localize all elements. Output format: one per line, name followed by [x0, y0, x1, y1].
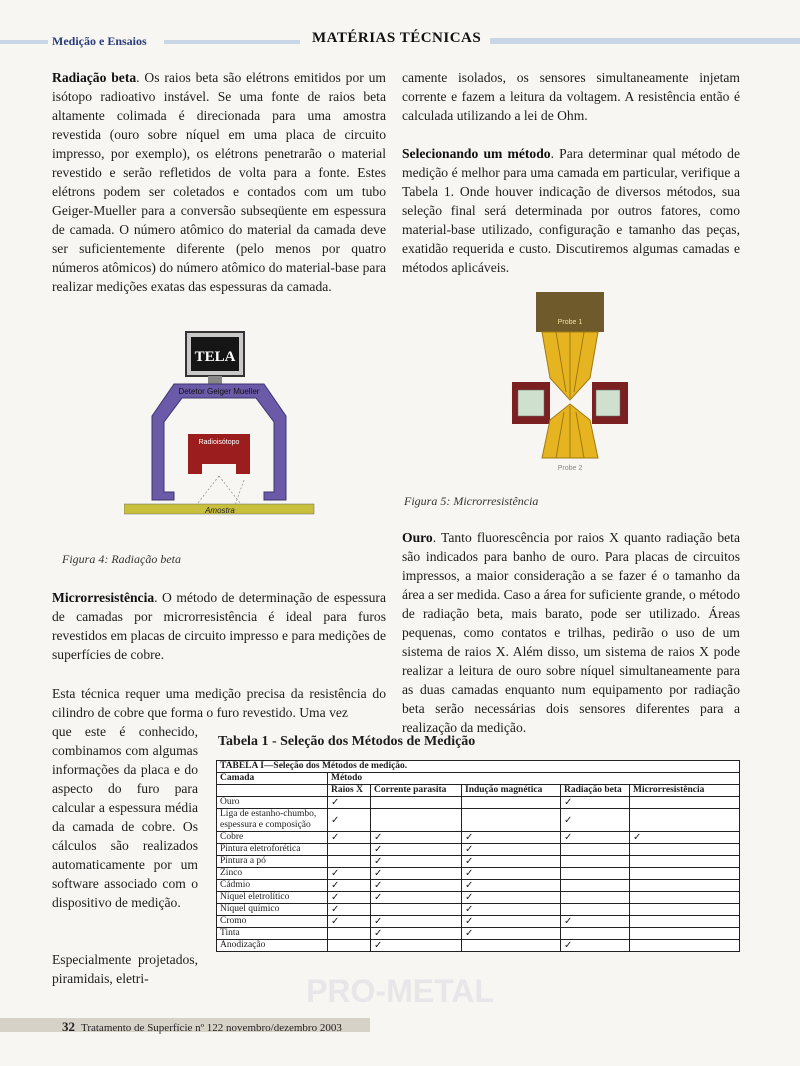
- paragraph-sensors-start: Especialmente projetados, piramidais, eletri-: [52, 952, 198, 986]
- method-cell: [328, 880, 371, 892]
- table-row: [217, 904, 740, 916]
- layer-name: Zinco: [217, 868, 328, 880]
- method-cell: [328, 928, 371, 940]
- figure-5-caption: Figura 5: Microrresistência: [404, 494, 539, 508]
- header-xray: Raios X: [328, 785, 371, 797]
- table-row: [217, 832, 740, 844]
- watermark-text: PRO-METAL: [306, 973, 494, 1009]
- method-cell: [328, 892, 371, 904]
- header-method: Método: [328, 773, 740, 785]
- lead-microresistance: Microrresistência: [52, 590, 155, 605]
- section-label: Medição e Ensaios: [52, 34, 147, 48]
- checkmark-icon: ✓: [465, 928, 474, 939]
- method-cell: [371, 892, 462, 904]
- method-cell: [561, 844, 630, 856]
- lead-beta: Radiação beta: [52, 70, 137, 85]
- checkmark-icon: ✓: [374, 832, 383, 843]
- header-bar-mid: [164, 40, 300, 44]
- paragraph-beta: [52, 68, 386, 296]
- layer-name: Anodização: [217, 940, 328, 952]
- checkmark-icon: ✓: [331, 904, 340, 915]
- layer-name: Pintura eletroforética: [217, 844, 328, 856]
- sample-label: Amostra: [205, 506, 235, 515]
- checkmark-icon: ✓: [564, 940, 573, 951]
- method-cell: [630, 928, 740, 940]
- text-microresistance: . O método de determinação de espessura de camadas por microrresistência é ideal para furos revestidos em placas de circuito impresso e para medições de superfícies de cobre.: [52, 590, 386, 662]
- method-cell: [328, 868, 371, 880]
- checkmark-icon: ✓: [374, 916, 383, 927]
- detector-label: Detetor Geiger Mueller: [178, 387, 260, 396]
- checkmark-icon: ✓: [465, 844, 474, 855]
- method-cell: [462, 856, 561, 868]
- checkmark-icon: ✓: [564, 832, 573, 843]
- probe-2-label: Probe 2: [557, 465, 583, 472]
- table-header-row: [217, 773, 740, 785]
- layer-name: Pintura a pó: [217, 856, 328, 868]
- checkmark-icon: ✓: [465, 880, 474, 891]
- checkmark-icon: ✓: [331, 916, 340, 927]
- checkmark-icon: ✓: [331, 892, 340, 903]
- method-cell: [371, 928, 462, 940]
- checkmark-icon: ✓: [374, 940, 383, 951]
- layer-name: Tinta: [217, 928, 328, 940]
- text-beta: . Os raios beta são elétrons emitidos por um isótopo radioativo instável. Se uma fonte de raios beta altamente colimada é direcionada para uma amostra revestida (ouro sobre níquel em uma placa de circuito impresso, por exemplo), os elétrons penetrarão o material revestido e serão refletidos de volta para a fonte. Estes elétrons podem ser coletados e contados com um tubo Geiger-Mueller para a conversão subseqüente em espessura de camada. O número atômico do material da camada deve ser suficientemente diferente (pelo menos por quatro números atômicos) do número atômico do material-base para realizar medições exatas das espessuras da camada.: [52, 70, 386, 294]
- method-selection-table: [216, 760, 740, 952]
- method-cell: [371, 940, 462, 952]
- method-cell: [371, 904, 462, 916]
- method-cell: [462, 904, 561, 916]
- header-layer: Camada: [217, 773, 328, 785]
- method-cell: [630, 856, 740, 868]
- checkmark-icon: ✓: [465, 832, 474, 843]
- probe-1-head: [536, 292, 604, 332]
- checkmark-icon: ✓: [331, 880, 340, 891]
- header-bar-left: [0, 40, 48, 44]
- paragraph-calculation: que este é conhecido, combinamos com algumas informações da placa e do aspecto do furo para calcular a espessura média da camada de cobre. Os cálculos são realizados automaticamente por um software associado com o dispositivo de medição.: [52, 724, 198, 910]
- method-cell: [328, 797, 371, 809]
- screen-label: TELA: [194, 349, 236, 365]
- checkmark-icon: ✓: [374, 892, 383, 903]
- lead-select-method: Selecionando um método: [402, 146, 551, 161]
- method-cell: [462, 832, 561, 844]
- header-beta-radiation: Radiação beta: [561, 785, 630, 797]
- table-row: [217, 868, 740, 880]
- method-cell: [561, 928, 630, 940]
- method-cell: [371, 880, 462, 892]
- checkmark-icon: ✓: [374, 928, 383, 939]
- paragraph-select-method: [402, 144, 740, 277]
- method-cell: [630, 832, 740, 844]
- method-cell: [462, 844, 561, 856]
- method-cell: [630, 916, 740, 928]
- checkmark-icon: ✓: [374, 856, 383, 867]
- footer-text: Tratamento de Superfície nº 122 novembro/dezembro 2003: [81, 1022, 342, 1034]
- method-cell: [561, 868, 630, 880]
- text-gold: . Tanto fluorescência por raios X quanto radiação beta são indicados para banho de ouro. Para placas de circuitos impressos, a maior consideração a se fazer é o tamanho da área a ser medida. Caso a área for suficiente grande, o método de radiação beta, mais barato, pode ser utilizado. Áreas pequenas, como contatos e trilhas, pedirão o uso de um sistema de raios X. Além disso, um sistema de raios X pode realizar a leitura de ouro sobre níquel simultaneamente para as duas camadas enquanto num equipamento por radiação beta serão necessárias dois sensores diferentes para a realização da medição.: [402, 530, 740, 735]
- page-number: 32: [62, 1019, 75, 1034]
- table-row: [217, 797, 740, 809]
- method-cell: [371, 809, 462, 832]
- layer-name: Liga de estanho-chumbo, espessura e composição: [217, 809, 328, 832]
- method-cell: [371, 916, 462, 928]
- method-cell: [462, 892, 561, 904]
- page-title: MATÉRIAS TÉCNICAS: [312, 30, 482, 46]
- method-cell: [561, 892, 630, 904]
- header-bar-right: [490, 38, 800, 44]
- checkmark-icon: ✓: [331, 832, 340, 843]
- method-cell: [630, 809, 740, 832]
- layer-name: Níquel eletrolítico: [217, 892, 328, 904]
- checkmark-icon: ✓: [564, 916, 573, 927]
- checkmark-icon: ✓: [564, 797, 573, 808]
- method-cell: [630, 844, 740, 856]
- method-cell: [561, 809, 630, 832]
- method-cell: [462, 940, 561, 952]
- table-title: Tabela 1 - Seleção dos Métodos de Medição: [218, 734, 476, 749]
- method-cell: [371, 868, 462, 880]
- table-caption-row: [217, 761, 740, 773]
- method-cell: [630, 868, 740, 880]
- checkmark-icon: ✓: [465, 904, 474, 915]
- method-cell: [462, 928, 561, 940]
- method-cell: [630, 892, 740, 904]
- checkmark-icon: ✓: [465, 868, 474, 879]
- paragraph-technique: Esta técnica requer uma medição precisa da resistência do cilindro de cobre que forma o furo revestido. Uma vez: [52, 686, 386, 720]
- method-cell: [371, 844, 462, 856]
- pro-metal-watermark: [250, 968, 540, 1012]
- table-inner-title: TABELA I—Seleção dos Métodos de medição.: [217, 761, 740, 773]
- checkmark-icon: ✓: [331, 797, 340, 808]
- method-cell: [630, 940, 740, 952]
- method-cell: [561, 940, 630, 952]
- method-cell: [561, 916, 630, 928]
- beta-radiation-diagram: [124, 330, 320, 526]
- checkmark-icon: ✓: [564, 814, 573, 826]
- method-cell: [462, 797, 561, 809]
- checkmark-icon: ✓: [331, 814, 340, 826]
- method-cell: [630, 904, 740, 916]
- checkmark-icon: ✓: [465, 856, 474, 867]
- method-cell: [462, 880, 561, 892]
- method-cell: [561, 904, 630, 916]
- layer-name: Níquel químico: [217, 904, 328, 916]
- lead-gold: Ouro: [402, 530, 433, 545]
- paragraph-microresistance: [52, 588, 386, 664]
- table-row: [217, 880, 740, 892]
- layer-name: Cádmio: [217, 880, 328, 892]
- footer: [62, 1019, 342, 1035]
- figure-4-caption: Figura 4: Radiação beta: [62, 552, 181, 566]
- method-cell: [328, 844, 371, 856]
- layer-name: Cromo: [217, 916, 328, 928]
- method-cell: [630, 880, 740, 892]
- method-cell: [561, 797, 630, 809]
- layer-name: Ouro: [217, 797, 328, 809]
- paragraph-gold: [402, 528, 740, 737]
- table-row: [217, 892, 740, 904]
- text-select-method: . Para determinar qual método de medição é melhor para uma camada em particular, verifique a Tabela 1. Onde houver indicação de diversos métodos, sua seleção final será determinada por outros fatores, como material-base utilizado, configuração e tamanho das peças, exatidão requerida e custo. Discutiremos algumas camadas e métodos aplicáveis.: [402, 146, 740, 275]
- header-microresistance: Microrresistência: [630, 785, 740, 797]
- checkmark-icon: ✓: [465, 916, 474, 927]
- table-row: [217, 940, 740, 952]
- header-magnetic-induction: Indução magnética: [462, 785, 561, 797]
- probe-1-label: Probe 1: [557, 319, 583, 326]
- method-cell: [371, 797, 462, 809]
- method-cell: [462, 809, 561, 832]
- checkmark-icon: ✓: [331, 868, 340, 879]
- table-row: [217, 916, 740, 928]
- method-cell: [328, 916, 371, 928]
- method-cell: [328, 832, 371, 844]
- checkmark-icon: ✓: [374, 868, 383, 879]
- screen-stand: [208, 376, 222, 384]
- method-cell: [561, 832, 630, 844]
- header-empty: [217, 785, 328, 797]
- checkmark-icon: ✓: [374, 844, 383, 855]
- checkmark-icon: ✓: [465, 892, 474, 903]
- method-cell: [630, 797, 740, 809]
- header-eddy-current: Corrente parasita: [371, 785, 462, 797]
- paragraph-sensors-end: camente isolados, os sensores simultaneamente injetam corrente e fazem a leitura da voltagem. A resistência então é calculada utilizando a lei de Ohm.: [402, 70, 740, 123]
- table-row: [217, 844, 740, 856]
- table-row: [217, 928, 740, 940]
- method-cell: [328, 904, 371, 916]
- table-row: [217, 809, 740, 832]
- checkmark-icon: ✓: [374, 880, 383, 891]
- table-row: [217, 856, 740, 868]
- method-cell: [371, 832, 462, 844]
- method-cell: [371, 856, 462, 868]
- checkmark-icon: ✓: [633, 832, 642, 843]
- method-cell: [561, 856, 630, 868]
- method-cell: [462, 916, 561, 928]
- source-label: Radioisótopo: [198, 439, 240, 446]
- method-cell: [328, 940, 371, 952]
- layer-name: Cobre: [217, 832, 328, 844]
- microresistance-diagram: [508, 292, 632, 478]
- table-subheader-row: [217, 785, 740, 797]
- source-aperture: [202, 464, 236, 476]
- method-cell: [561, 880, 630, 892]
- method-cell: [328, 809, 371, 832]
- method-cell: [462, 868, 561, 880]
- method-cell: [328, 856, 371, 868]
